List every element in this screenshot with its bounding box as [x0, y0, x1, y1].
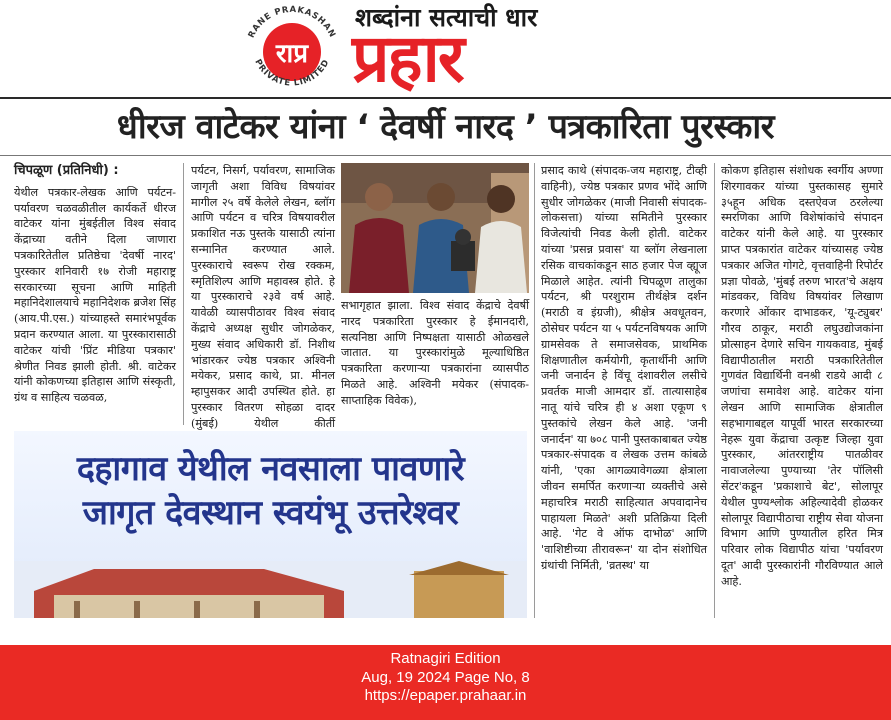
- logo-monogram: राप्र: [275, 39, 309, 69]
- article-text-col1: येथील पत्रकार-लेखक आणि पर्यटन-पर्यावरण चळवळीतील कार्यकर्ते धीरज वाटेकर यांना मुंबईतील विश्व संवाद केंद्राच्या वतीने दिला जाणारा पत्रकारितेतील प्रतिष्ठेचा 'देवर्षी नारद' पुरस्कार शनिवारी १७ रोजी महाराष्ट्र सरकारच्या सूचना आणि माहिती महानिदेशालयाचे महानिदेशक ब्रजेश सिंह (आय.पी.एस.) यांच्याहस्ते समारंभपूर्वक प्रदान करण्यात आला. या पुरस्कारासाठी वाटेकर यांची 'प्रिंट मीडिया पत्रकार' श्रेणीत निवड झाली होती. श्री. वाटेकर यांनी कोकणच्या इतिहास आणि संस्कृती, ग्रंथ व साहित्य चळवळ,: [14, 185, 176, 405]
- article-text-col3: सभागृहात झाला. विश्व संवाद केंद्राचे देवर्षी नारद पत्रकारिता पुरस्कार हे ईमानदारी, सत्यनिष्ठा आणि निष्पक्षता यासाठी ओळखले जातात. या पुरस्कारांमुळे मूल्याधिष्ठित पत्रकारिता करणाऱ्या पत्रकारांना व्यासपीठ मिळते आहे. अश्विनी मयेकर (संपादक-साप्ताहिक विवेक),: [341, 299, 529, 407]
- temple-banner-ad: [14, 431, 527, 618]
- column-divider: [534, 163, 535, 618]
- masthead-brand: प्रहार: [352, 20, 463, 97]
- article-text-col5: कोकण इतिहास संशोधक स्वर्गीय अण्णा शिरगावकर यांच्या पुस्तकासह सुमारे ३५हून अधिक दस्तऐवज ठरलेल्या स्मरणिका आणि विशेषांकांचे संपादन वाटेकर यांनी केले आहे. या पुरस्कार प्राप्त पत्रकारांत वाटेकर यांच्यासह ज्येष्ठ पत्रकार अजित गोगटे, वृत्तवाहिनी रिपोर्टर प्रज्ञा पोवळे, 'मुंबई तरुण भारत'चे अक्षय मांडवकर, विविध विषयांवर लिखाण करणारे ओंकार दाभाडकर, 'यू-ट्युबर' गौरव ठाकूर, मराठी लघुउद्योजकांना प्रोत्साहन देणारे सचिन गायकवाड, मुंबई विद्यापीठातील मराठी पत्रकारितेतील गुणवंत विद्यार्थिनी वनश्री राडये आदी ८ जणांचा समावेश आहे. वाटेकर यांना लेखन आणि सामाजिक क्षेत्रातील सहभागाबद्दल यापूर्वी भारत सरकारच्या नेहरू युवा केंद्राचा उत्कृष्ट जिल्हा युवा पुरस्कार, आंतरराष्ट्रीय पातळीवर नावाजलेल्या पुण्याच्या 'तेर पॉलिसी सेंटर'कडून 'प्रकाशाचे बेट', सोलापूर येथील पुण्यश्लोक अहिल्यादेवी होळकर सोलापूर विद्यापीठाचा राष्ट्रीय सेवा योजना विभाग आणि पुण्यातील हरित मित्र परिवार लोक विद्यापीठ यांचा 'पर्यावरण दूत' आदी पुरस्कारांनी गौरविण्यात आले आहे.: [721, 164, 883, 588]
- column-divider: [183, 163, 184, 425]
- page-headline: धीरज वाटेकर यांना ‘ देवर्षी नारद ’ पत्रकारिता पुरस्कार: [116, 107, 775, 147]
- temple-image: [14, 561, 527, 618]
- article-column-4: [541, 163, 707, 618]
- award-ceremony-photo: [341, 163, 529, 293]
- edition-footer: [0, 645, 891, 720]
- banner-line-1: दहागाव येथील नवसाला पावणारे: [76, 449, 465, 489]
- article-column-1: [14, 163, 176, 425]
- footer-url[interactable]: https://epaper.prahaar.in: [364, 687, 527, 704]
- masthead-rule: [0, 97, 891, 99]
- publisher-logo: [236, 2, 348, 96]
- column-divider: [714, 163, 715, 618]
- footer-date-page: Aug, 19 2024 Page No, 8: [361, 668, 530, 686]
- masthead-tagline: शब्दांना सत्याची धार: [355, 3, 538, 32]
- masthead: [0, 0, 891, 96]
- logo-ring-bottom: PRIVATE LIMITED: [252, 57, 332, 89]
- logo-ring-top: RANE PRAKASHAN: [246, 4, 338, 40]
- article-text-col4: प्रसाद काथे (संपादक-जय महाराष्ट्र, टीव्ही वाहिनी), ज्येष्ठ पत्रकार प्रणव भोंदे आणि सुधीर जोगळेकर (माजी निवासी संपादक-लोकसत्ता) यांच्या समितीने पुरस्कार विजेत्यांची निवड केली होती. वाटेकर यांच्या 'प्रसन्न प्रवास' या ब्लॉग लेखनाला रसिक वाचकांकडून साठ हजार पेज व्ह्यूज मिळाले आहेत. त्यांनी चिपळूण तालुका पर्यटन, श्री परशुराम तीर्थक्षेत्र दर्शन (मराठी व इंग्रजी), श्रीक्षेत्र अवधूतवन, ठोसेघर पर्यटन या ५ पर्यटनविषयक आणि ग्रामसेवक ते समाजसेवक, प्राथमिक शिक्षणातील कर्मयोगी, कृतार्थीनी आणि जनी जनार्दन हे विंचू दंशावरील लसीचे प्रवर्तक माजी आमदार डॉ. तात्यासाहेब नातू यांचे चरित्र ही ४ अशा एकूण ९ पुस्तकांचे लेखन केले आहे. 'जनी जनार्दन' या ७०८ पानी पुस्तकाबाबत ज्येष्ठ पत्रकार-संपादक व लेखक उत्तम कांबळे यांनी, 'एका आगळ्यावेगळ्या क्षेत्राला जीवन समर्पित करणाऱ्या व्यक्तीचे असे महाचरित्र मराठी साहित्यात अपवादानेच पाहायला मिळते' अशी प्रतिक्रिया दिली आहे. 'गेट वे ऑफ दाभोळ' आणि 'वाशिष्टीच्या तीरावरून' या दोन संशोधित ग्रंथांची निर्मिती, 'व्रतस्थ' या: [541, 164, 707, 572]
- article-column-3: [341, 298, 529, 424]
- article-byline: चिपळूण (प्रतिनिधी) :: [14, 163, 119, 178]
- footer-edition: Ratnagiri Edition: [390, 650, 501, 667]
- headline-rule: [0, 155, 891, 156]
- article-column-5: [721, 163, 883, 618]
- banner-line-2: जागृत देवस्थान स्वयंभू उत्तरेश्वर: [82, 493, 459, 533]
- article-column-2: [191, 163, 335, 430]
- photo-illustration: [341, 163, 529, 293]
- article-text-col2: पर्यटन, निसर्ग, पर्यावरण, सामाजिक जागृती अशा विविध विषयांवर मागील २५ वर्षे केलेले लेखन, ब्लॉग आणि पर्यटन व चरित्र विषयावरील प्रकाशित नऊ पुस्तके यासाठी त्यांना सन्मानित करण्यात आले. पुरस्काराचे स्वरूप रोख रक्कम, स्मृतिशिल्प आणि महावस्त्र होते. हे या पुरस्काराचे २३वे वर्ष आहे. यावेळी व्यासपीठावर विश्व संवाद केंद्राचे अध्यक्ष सुधीर जोगळेकर, मुख्य संवाद अधिकारी डॉ. निशीथ भांडारकर ज्येष्ठ पत्रकार अश्विनी मयेकर, प्रसाद काथे, प्रा. मीनल म्हापुसकर आदी उपस्थित होते. हा पुरस्कार वितरण सोहळा दादर (मुंबई) येथील कीर्ती: [191, 164, 335, 430]
